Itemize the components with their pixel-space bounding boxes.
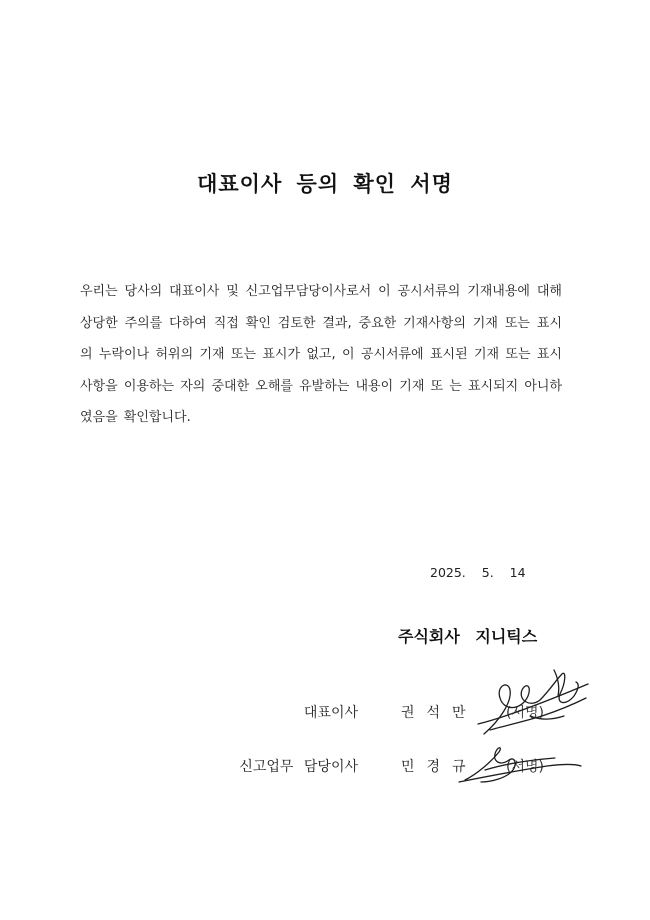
signature-label: (서명) [506, 759, 544, 775]
signer-row-officer [0, 756, 650, 780]
statement-line: 또는 표시의 누락이나 허위의 기재 또는 표시가 없고, 이 공시서류에 표시된 [80, 315, 562, 362]
signer-name: 민경규 [401, 759, 478, 775]
statement-line: 기재 또는 표시사항을 이용하는 자의 중대한 오해를 유발하는 내용이 기재 또 [80, 347, 562, 394]
signer-role: 신고업무 담당이사 [239, 759, 358, 775]
statement-line: 는 표시되지 아니하였음을 확인합니다. [80, 378, 562, 425]
signature-label: (서명) [506, 705, 544, 721]
statement-line: 우리는 당사의 대표이사 및 신고업무담당이사로서 이 공시서류의 기재내용에 [80, 284, 530, 299]
signer-role: 대표이사 [303, 705, 358, 721]
statement-line: 대해 상당한 주의를 다하여 직접 확인 검토한 결과, 중요한 기재사항의 기재 [80, 284, 562, 331]
signer-name: 권석만 [401, 705, 478, 721]
document-title: 대표이사 등의 확인 서명 [197, 172, 453, 196]
signer-row-ceo [0, 702, 650, 726]
confirmation-statement [80, 276, 562, 434]
company-name: 주식회사 지니틱스 [398, 627, 538, 646]
document-date: 2025. 5. 14 [430, 565, 526, 580]
